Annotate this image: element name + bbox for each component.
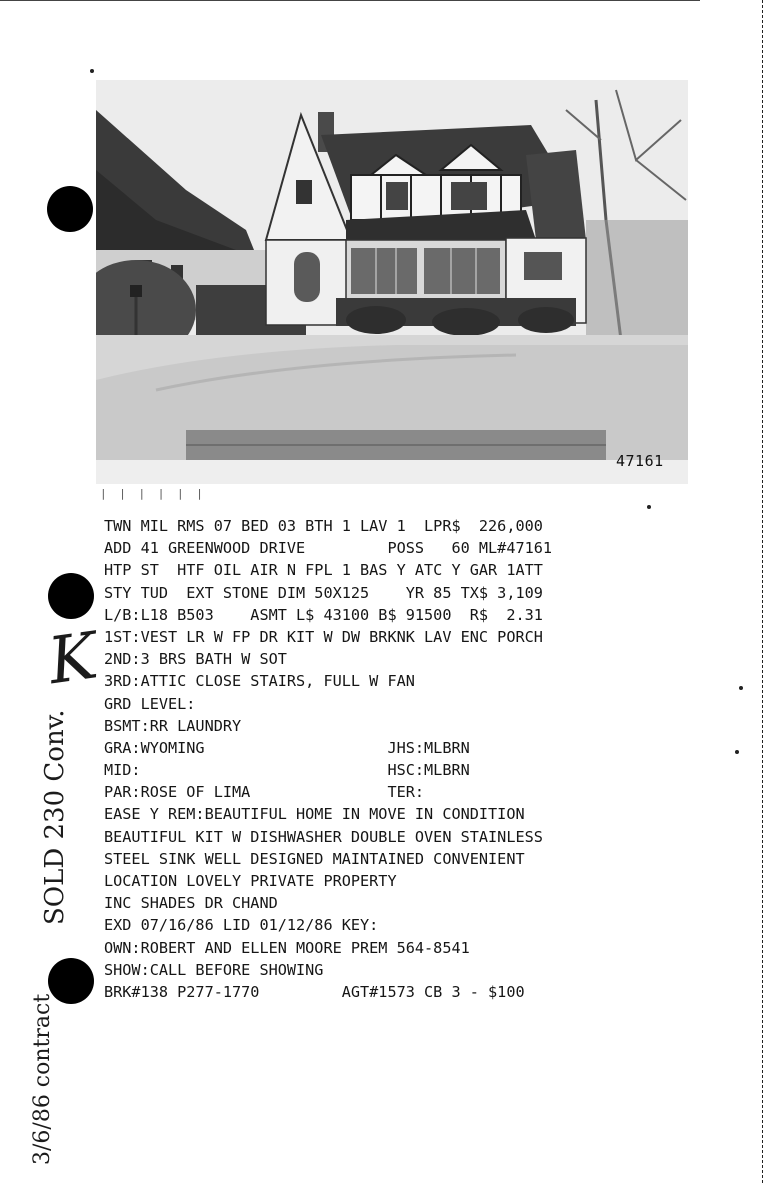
listing-line-style: STY TUD EXT STONE DIM 50X125 YR 85 TX$ 3,109: [104, 583, 543, 602]
listing-line-broker: BRK#138 P277-1770 AGT#1573 CB 3 - $100: [104, 982, 525, 1001]
handwritten-letter: K: [44, 619, 102, 700]
listing-line-remarks-1: EASE Y REM:BEAUTIFUL HOME IN MOVE IN CONDITION: [104, 805, 525, 824]
photo-edge-marks: | | | | | |: [100, 487, 206, 500]
listing-line-parochial: PAR:ROSE OF LIMA TER:: [104, 783, 425, 802]
binder-hole-top: [47, 186, 93, 232]
handwritten-sold-note: SOLD 230 Conv.: [40, 709, 70, 925]
top-page-rule: [0, 0, 700, 3]
listing-line-first-floor: 1ST:VEST LR W FP DR KIT W DW BRKNK LAV ENC PORCH: [104, 627, 543, 646]
listing-line-includes: INC SHADES DR CHAND: [104, 894, 278, 913]
listing-line-basement: BSMT:RR LAUNDRY: [104, 716, 242, 735]
handwritten-contract-note: 3/6/86 contract: [30, 993, 55, 1165]
binder-hole-middle: [48, 573, 94, 619]
ink-speck: [735, 750, 739, 754]
listing-line-town: TWN MIL RMS 07 BED 03 BTH 1 LAV 1 LPR$ 226,000: [104, 517, 543, 535]
ink-speck: [739, 686, 743, 690]
ink-speck: [647, 505, 651, 509]
listing-line-lot-block: L/B:L18 B503 ASMT L$ 43100 B$ 91500 R$ 2.31: [104, 605, 543, 624]
listing-line-remarks-3: STEEL SINK WELL DESIGNED MAINTAINED CONVENIENT: [104, 849, 525, 868]
listing-line-expiration: EXD 07/16/86 LID 01/12/86 KEY:: [104, 916, 379, 935]
photo-listing-number: 47161: [616, 452, 664, 470]
house-photo: [96, 80, 688, 484]
listing-line-grade-school: GRA:WYOMING JHS:MLBRN: [104, 738, 470, 757]
listing-line-heating: HTP ST HTF OIL AIR N FPL 1 BAS Y ATC Y GAR 1ATT: [104, 561, 543, 580]
listing-line-remarks-4: LOCATION LOVELY PRIVATE PROPERTY: [104, 872, 397, 890]
perforated-edge: [762, 0, 763, 1183]
listing-line-second-floor: 2ND:3 BRS BATH W SOT: [104, 650, 287, 669]
listing-line-remarks-2: BEAUTIFUL KIT W DISHWASHER DOUBLE OVEN STAINLESS: [104, 827, 543, 846]
listing-line-address: ADD 41 GREENWOOD DRIVE POSS 60 ML#47161: [104, 539, 553, 558]
listing-line-ground-level: GRD LEVEL:: [104, 694, 196, 713]
listing-line-middle-school: MID: HSC:MLBRN: [104, 761, 470, 780]
listing-details: [104, 515, 664, 1003]
listing-line-owner: OWN:ROBERT AND ELLEN MOORE PREM 564-8541: [104, 938, 470, 957]
listing-line-third-floor: 3RD:ATTIC CLOSE STAIRS, FULL W FAN: [104, 672, 415, 691]
ink-speck: [90, 69, 94, 73]
listing-line-showing: SHOW:CALL BEFORE SHOWING: [104, 960, 324, 979]
